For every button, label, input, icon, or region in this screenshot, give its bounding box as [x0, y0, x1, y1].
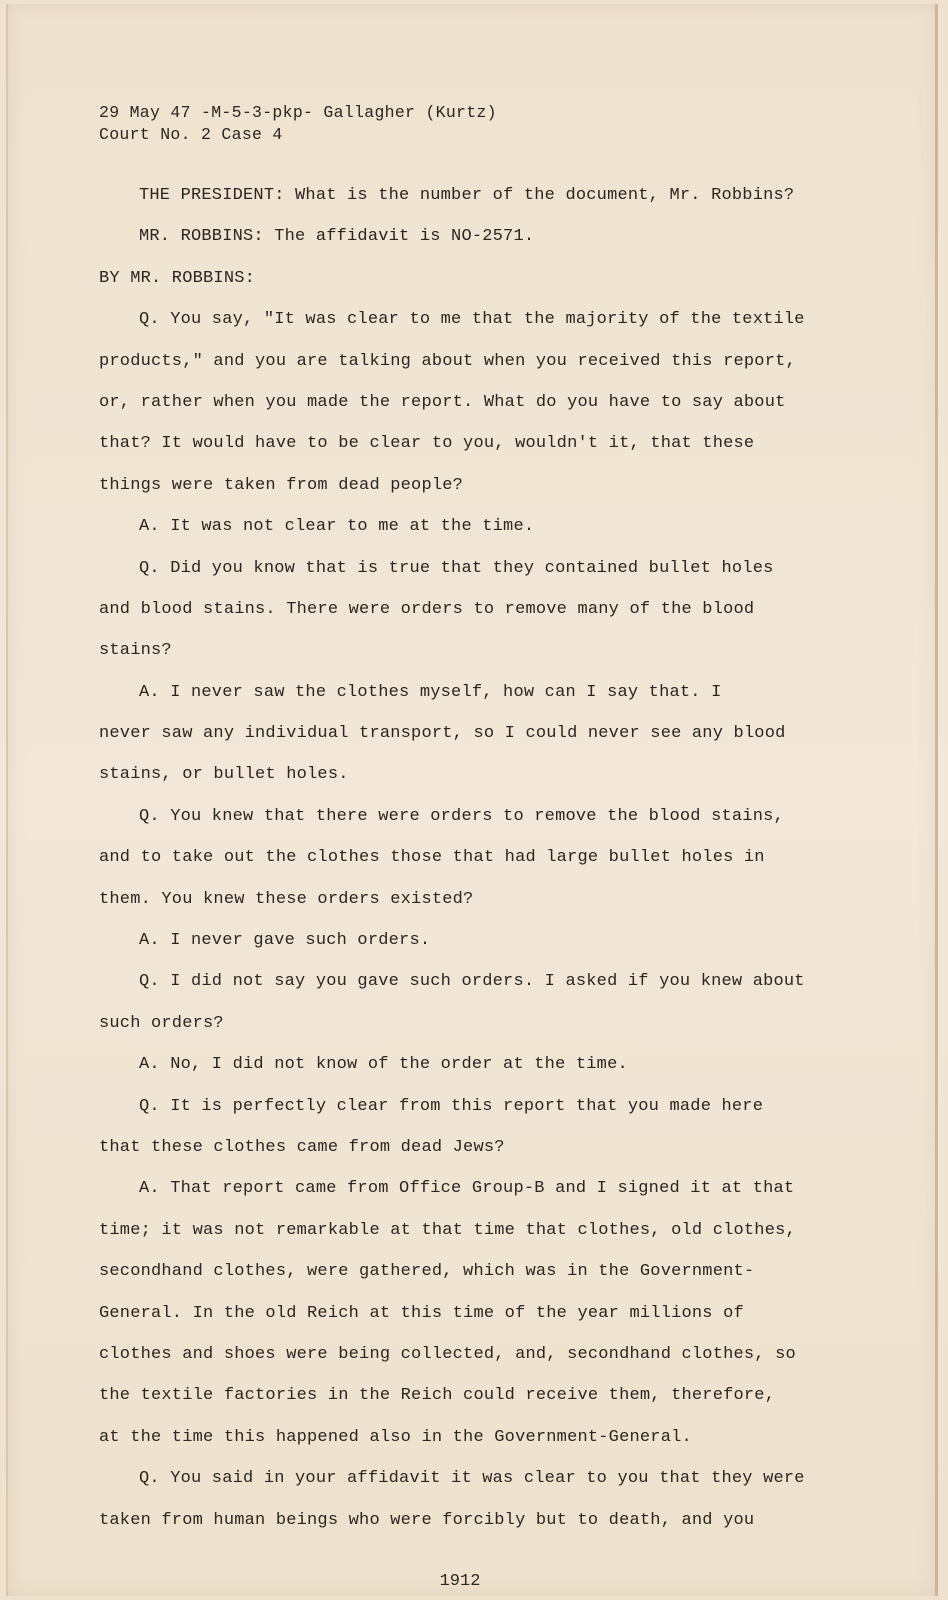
transcript-line: Q. You knew that there were orders to remove the blood stains, [139, 806, 784, 826]
transcript-line: A. I never gave such orders. [139, 931, 431, 951]
transcript-line: A. It was not clear to me at the time. [139, 517, 535, 537]
transcript-line: the textile factories in the Reich could receive them, therefore, [99, 1386, 776, 1406]
transcript-line: at the time this happened also in the Government-General. [99, 1427, 692, 1447]
transcript-line: and blood stains. There were orders to remove many of the blood [99, 599, 755, 619]
header-court-line: Court No. 2 Case 4 [99, 125, 283, 144]
transcript-line: such orders? [99, 1013, 224, 1033]
transcript-line: and to take out the clothes those that had large bullet holes in [99, 848, 765, 868]
transcript-line: A. No, I did not know of the order at the time. [139, 1055, 628, 1075]
transcript-line: Q. Did you know that is true that they contained bullet holes [139, 558, 774, 578]
transcript-line: General. In the old Reich at this time of the year millions of [99, 1303, 744, 1323]
transcript-line: stains? [99, 641, 172, 661]
transcript-line: THE PRESIDENT: What is the number of the document, Mr. Robbins? [139, 186, 795, 205]
transcript-line: MR. ROBBINS: The affidavit is NO-2571. [139, 227, 535, 247]
document-header [99, 102, 497, 146]
transcript-line: never saw any individual transport, so I could never see any blood [99, 724, 786, 744]
transcript-line: clothes and shoes were being collected, and, secondhand clothes, so [99, 1344, 796, 1364]
transcript-line: Q. I did not say you gave such orders. I asked if you knew about [139, 972, 805, 992]
transcript-line: products," and you are talking about when you received this report, [99, 351, 796, 371]
header-date-line: 29 May 47 -M-5-3-pkp- Gallagher (Kurtz) [99, 103, 497, 122]
transcript-line: A. I never saw the clothes myself, how can I say that. I [139, 682, 722, 702]
transcript-line: BY MR. ROBBINS: [99, 268, 256, 288]
transcript-line: that? It would have to be clear to you, wouldn't it, that these [99, 434, 755, 454]
transcript-line: Q. You say, "It was clear to me that the majority of the textile [139, 310, 805, 330]
transcript-body [99, 182, 829, 1548]
transcript-line: secondhand clothes, were gathered, which was in the Government- [99, 1262, 755, 1282]
transcript-line: them. You knew these orders existed? [99, 889, 474, 909]
transcript-line: time; it was not remarkable at that time that clothes, old clothes, [99, 1220, 796, 1240]
transcript-line: taken from human beings who were forcibly but to death, and you [99, 1510, 755, 1530]
transcript-line: things were taken from dead people? [99, 475, 464, 495]
transcript-line: stains, or bullet holes. [99, 765, 349, 785]
transcript-line: Q. It is perfectly clear from this report that you made here [139, 1096, 764, 1116]
transcript-line: Q. You said in your affidavit it was clear to you that they were [139, 1469, 805, 1489]
page-number: 1912 [439, 1572, 481, 1591]
transcript-line: or, rather when you made the report. What do you have to say about [99, 392, 786, 412]
transcript-line: that these clothes came from dead Jews? [99, 1137, 505, 1157]
transcript-line: A. That report came from Office Group-B and I signed it at that [139, 1179, 795, 1199]
